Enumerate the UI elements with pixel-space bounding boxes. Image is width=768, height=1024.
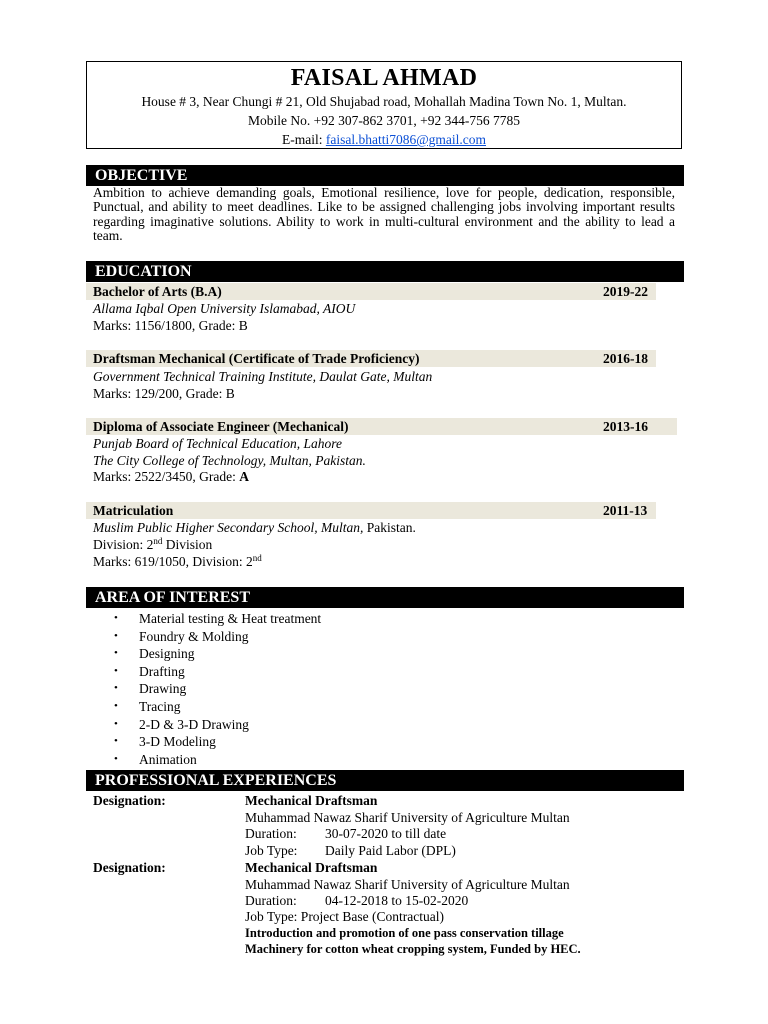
marks-text: Marks: 619/1050, Division: 2	[93, 554, 253, 569]
employer: Muhammad Nawaz Sharif University of Agriculture Multan	[245, 810, 570, 825]
list-item	[114, 663, 321, 681]
education-entry-title: Draftsman Mechanical (Certificate of Trade Proficiency)	[86, 350, 656, 367]
list-item	[114, 751, 321, 769]
job-type-label: Job Type:	[245, 843, 298, 858]
interest-label: Drafting	[139, 663, 185, 679]
project-description: Introduction and promotion of one pass conservation tillage	[245, 926, 564, 940]
interest-label: Designing	[139, 646, 195, 662]
objective-heading: OBJECTIVE	[86, 165, 684, 186]
education-entry-title: Bachelor of Arts (B.A)	[86, 283, 656, 300]
education-heading: EDUCATION	[86, 261, 684, 282]
applicant-name: FAISAL AHMAD	[290, 65, 478, 91]
education-marks: Marks: 1156/1800, Grade: B	[93, 318, 248, 333]
education-institution: Punjab Board of Technical Education, Lahore	[93, 436, 342, 451]
school-country: Pakistan.	[363, 520, 416, 535]
experience-heading: PROFESSIONAL EXPERIENCES	[86, 770, 684, 791]
bullet-icon: •	[114, 735, 118, 748]
education-entry-title: Matriculation	[86, 502, 656, 519]
job-title: Mechanical Draftsman	[245, 860, 378, 875]
job-type-value: Daily Paid Labor (DPL)	[325, 843, 456, 858]
list-item	[114, 680, 321, 698]
email-link[interactable]: faisal.bhatti7086@gmail.com	[325, 132, 487, 147]
education-institution-secondary: The City College of Technology, Multan, Pakistan.	[93, 453, 366, 468]
ordinal-suffix: nd	[252, 553, 262, 563]
designation-label: Designation:	[93, 860, 166, 875]
interest-label: Animation	[139, 751, 197, 767]
contact-header	[86, 61, 682, 149]
bullet-icon: •	[114, 647, 118, 660]
list-item	[114, 628, 321, 646]
bullet-icon: •	[114, 699, 118, 712]
interest-list	[114, 610, 321, 768]
email-line	[87, 130, 681, 149]
list-item	[114, 733, 321, 751]
education-institution: Government Technical Training Institute, Daulat Gate, Multan	[93, 369, 433, 384]
division-text: Division: 2	[93, 537, 154, 552]
education-institution	[93, 519, 416, 536]
bullet-icon: •	[114, 629, 118, 642]
objective-text: Ambition to achieve demanding goals, Emotional resilience, love for people, dedication, responsible, Punctual, and ability to meet deadlines. Like to be assigned challenging jobs involving important results regarding imaginative solutions. Ability to work in multi-cultural environment and the ability to lead a team.	[93, 185, 675, 243]
list-item	[114, 698, 321, 716]
division-text-suffix: Division	[162, 537, 213, 552]
project-description-cont: Machinery for cotton wheat cropping system, Funded by HEC.	[245, 942, 581, 956]
education-marks	[93, 553, 262, 570]
grade-value: A	[239, 469, 249, 484]
list-item	[114, 645, 321, 663]
bullet-icon: •	[114, 717, 118, 730]
interest-label: Drawing	[139, 681, 187, 697]
education-marks	[93, 468, 249, 485]
bullet-icon: •	[114, 612, 118, 624]
bullet-icon: •	[114, 682, 118, 695]
duration-label: Duration:	[245, 826, 297, 841]
designation-label: Designation:	[93, 793, 166, 808]
school-name: Muslim Public Higher Secondary School, Multan,	[93, 520, 364, 535]
address: House # 3, Near Chungi # 21, Old Shujabad road, Mohallah Madina Town No. 1, Multan.	[141, 94, 627, 109]
education-institution: Allama Iqbal Open University Islamabad, AIOU	[93, 301, 356, 316]
interest-label: 3-D Modeling	[139, 734, 216, 750]
bullet-icon: •	[114, 752, 118, 765]
education-entry-year: 2011-13	[603, 503, 648, 518]
mobile-numbers: Mobile No. +92 307-862 3701, +92 344-756 7785	[247, 113, 521, 128]
interest-label: Tracing	[139, 698, 181, 714]
bullet-icon: •	[114, 664, 118, 677]
job-title: Mechanical Draftsman	[245, 793, 378, 808]
education-entry-year: 2019-22	[603, 284, 648, 299]
email-label: E-mail:	[281, 132, 326, 147]
interest-label: 2-D & 3-D Drawing	[139, 716, 249, 732]
ordinal-suffix: nd	[153, 536, 163, 546]
education-entry-year: 2013-16	[603, 419, 648, 434]
marks-text: Marks: 2522/3450, Grade:	[93, 469, 240, 484]
list-item	[114, 716, 321, 734]
interest-heading: AREA OF INTEREST	[86, 587, 684, 608]
education-entry-year: 2016-18	[603, 351, 648, 366]
job-type: Job Type: Project Base (Contractual)	[245, 909, 445, 924]
list-item	[114, 610, 321, 628]
duration-value: 04-12-2018 to 15-02-2020	[325, 893, 469, 908]
duration-label: Duration:	[245, 893, 297, 908]
interest-label: Material testing & Heat treatment	[139, 611, 322, 626]
education-marks: Marks: 129/200, Grade: B	[93, 386, 235, 401]
duration-value: 30-07-2020 to till date	[325, 826, 447, 841]
interest-label: Foundry & Molding	[139, 628, 249, 644]
education-entry-title: Diploma of Associate Engineer (Mechanical)	[86, 418, 677, 435]
employer: Muhammad Nawaz Sharif University of Agriculture Multan	[245, 877, 570, 892]
education-division	[93, 536, 212, 553]
